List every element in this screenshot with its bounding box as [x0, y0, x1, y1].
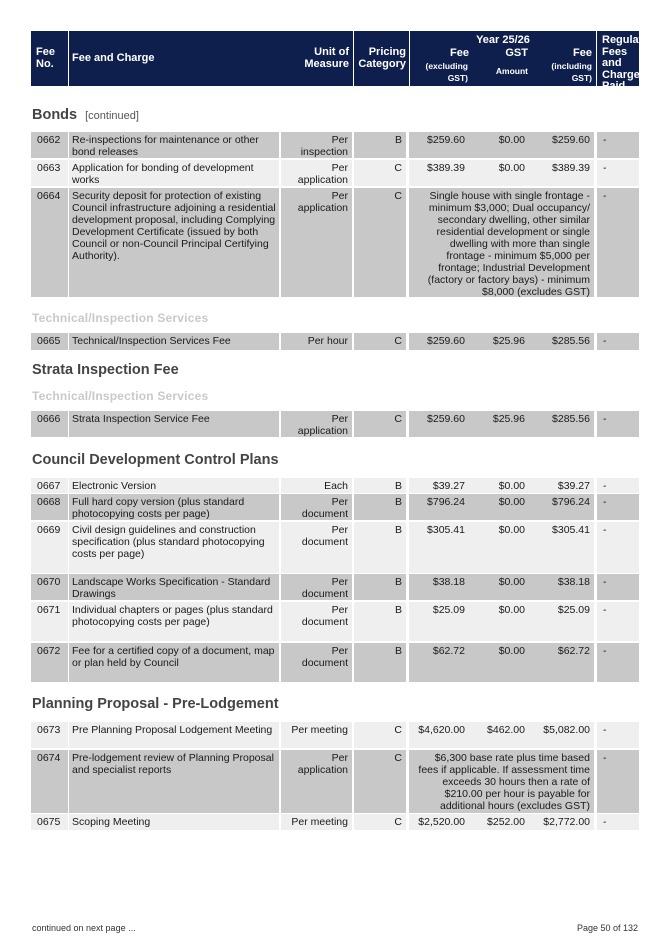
table-row: 0665 Technical/Inspection Services Fee Per hour C $259.60 $25.96 $285.56 -: [31, 333, 639, 350]
table-row: 0672 Fee for a certified copy of a document, map or plan held by Council Per document B $62.72 $0.00 $62.72 -: [31, 643, 639, 682]
footer-continued: continued on next page ...: [32, 923, 136, 933]
header-regulatory: Regulatory Fees and Charges Paid to: [597, 31, 639, 86]
table-row: 0662 Re-inspections for maintenance or other bond releases Per inspection B $259.60 $0.00 $259.60 -: [31, 132, 639, 158]
section-title-bonds: Bonds [continued]: [32, 107, 139, 123]
header-fee-no: Fee No.: [31, 31, 68, 86]
section-title-strata: Strata Inspection Fee: [32, 362, 179, 378]
header-pricing: Pricing Category: [354, 31, 409, 86]
table-row: 0670 Landscape Works Specification - Standard Drawings Per document B $38.18 $0.00 $38.18 -: [31, 574, 639, 600]
footer-page-number: Page 50 of 132: [576, 923, 638, 933]
header-fee-charge: Fee and Charge: [69, 31, 281, 86]
header-year: Year 25/26 Fee (excluding GST) GST Amount Fee (including GST): [410, 31, 596, 86]
subsection-title-strata: Technical/Inspection Services: [32, 389, 209, 403]
section-title-dcp: Council Development Control Plans: [32, 452, 279, 468]
table-row: 0664 Security deposit for protection of existing Council infrastructure adjoining a residential development proposal, including Complying Development Certificate (issued by both Council or non-Council Principal Certifying Authority). Per application C Single house with single frontage - minimum $3,000; Dual occupancy/ secondary dwelling, other similar residential development or single dwelling with more than single frontage - minimum $5,000 per frontage; Industrial Development (factory or factory bays) - minimum $8,000 (excludes GST) -: [31, 188, 639, 297]
table-row: 0675 Scoping Meeting Per meeting C $2,520.00 $252.00 $2,772.00 -: [31, 814, 639, 830]
table-row: 0671 Individual chapters or pages (plus standard photocopying costs per page) Per document B $25.09 $0.00 $25.09 -: [31, 602, 639, 641]
table-row: 0668 Full hard copy version (plus standard photocopying costs per page) Per document B $796.24 $0.00 $796.24 -: [31, 494, 639, 520]
table-row: 0666 Strata Inspection Service Fee Per application C $259.60 $25.96 $285.56 -: [31, 411, 639, 437]
section-title-planning: Planning Proposal - Pre-Lodgement: [32, 696, 279, 712]
table-row: 0669 Civil design guidelines and construction specification (plus standard photocopying costs per page) Per document B $305.41 $0.00 $305.41 -: [31, 522, 639, 573]
table-row: 0674 Pre-lodgement review of Planning Proposal and specialist reports Per application C $6,300 base rate plus time based fees if applicable. If assessment time exceeds 30 hours then a rate of $210.00 per hour is payable for additional hours (excludes GST) -: [31, 750, 639, 813]
table-row: 0667 Electronic Version Each B $39.27 $0.00 $39.27 -: [31, 478, 639, 493]
table-header: [31, 31, 660, 104]
header-unit: Unit of Measure: [281, 31, 353, 86]
subsection-title-tech: Technical/Inspection Services: [32, 311, 209, 325]
table-row: 0663 Application for bonding of development works Per application C $389.39 $0.00 $389.39 -: [31, 160, 639, 186]
table-row: 0673 Pre Planning Proposal Lodgement Meeting Per meeting C $4,620.00 $462.00 $5,082.00 -: [31, 722, 639, 748]
